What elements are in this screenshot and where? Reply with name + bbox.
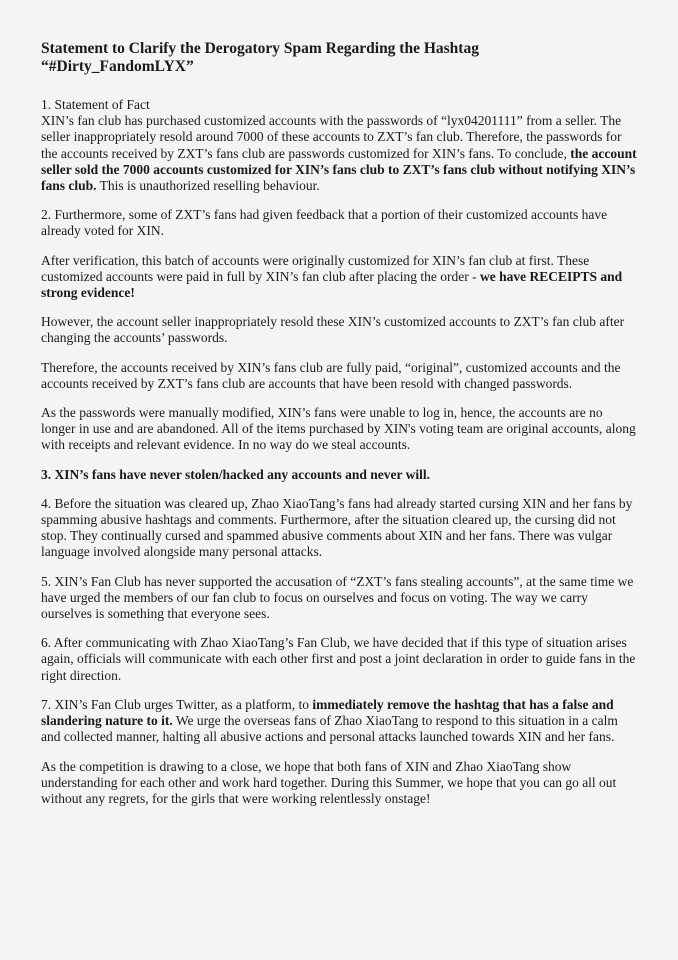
section-2: 2. Furthermore, some of ZXT’s fans had given feedback that a portion of their customized accounts have already voted for XIN. xyxy=(41,207,608,239)
verification-text: After verification, this batch of accounts were originally customized for XIN’s fan club at first. These customized accounts were paid in full by XIN’s fan club after placing the order - xyxy=(41,252,590,284)
paragraph-verification xyxy=(41,253,638,302)
section-6: 6. After communicating with Zhao XiaoTang’s Fan Club, we have decided that if this type of situation arises again, officials will communicate with each other first and post a joint declaration in order to guide fans in the right direction. xyxy=(41,635,636,683)
section-1-bold: the account seller sold the 7000 accounts customized for XIN’s fans club to ZXT’s fans club without notifying XIN’s fans club. xyxy=(41,145,637,194)
paragraph-however: However, the account seller inappropriately resold these XIN’s customized accounts to ZXT’s fan club after changing the accounts’ passwords. xyxy=(41,314,625,346)
verification-bold: we have RECEIPTS and strong evidence! xyxy=(41,268,623,301)
section-7-bold: immediately remove the hashtag that has a false and slandering nature to it. xyxy=(41,696,614,729)
section-3 xyxy=(41,467,638,483)
section-1-heading: 1. Statement of Fact xyxy=(41,97,150,112)
closing-paragraph: As the competition is drawing to a close, we hope that both fans of XIN and Zhao XiaoTang show understanding for each other and work hard together. During this Summer, we hope that you can go all out without any regrets, for the girls that were working relentlessly onstage! xyxy=(41,758,617,806)
paragraph-therefore: Therefore, the accounts received by XIN’s fans club are fully paid, “original”, customized accounts and the accounts received by ZXT’s fans club are accounts that have been resold with changed passwords. xyxy=(41,359,621,391)
section-1 xyxy=(41,97,638,194)
section-1-text-a: XIN’s fan club has purchased customized accounts with the passwords of “lyx04201111” from a seller. The seller inappropriately resold around 7000 of these accounts to ZXT’s fan club. Therefore, the passwords for the accounts received by ZXT’s fans club are passwords customized for XIN’s fans. To conclude, xyxy=(41,113,622,161)
section-5: 5. XIN’s Fan Club has never supported the accusation of “ZXT’s fans stealing accounts”, at the same time we have urged the members of our fan club to focus on ourselves and focus on voting. The way we carry ourselves is something that everyone sees. xyxy=(41,573,634,622)
document-title xyxy=(41,40,638,76)
section-3-bold: 3. XIN’s fans have never stolen/hacked any accounts and never will. xyxy=(41,466,431,482)
title-line-2: “#Dirty_FandomLYX” xyxy=(41,58,194,75)
paragraph-passwords: As the passwords were manually modified, XIN’s fans were unable to log in, hence, the accounts are no longer in use and are abandoned. All of the items purchased by XIN's voting team are original accounts, along with receipts and relevant evidence. In no way do we steal accounts. xyxy=(41,405,636,453)
section-7-text-a: 7. XIN’s Fan Club urges Twitter, as a platform, to xyxy=(41,696,313,712)
section-4: 4. Before the situation was cleared up, Zhao XiaoTang’s fans had already started cursing XIN and her fans by spamming abusive hashtags and comments. Furthermore, after the situation cleared up, the cursing did not stop. They continually cursed and spammed abusive comments about XIN and her fans. There was vulgar language involved alongside many personal attacks. xyxy=(41,495,633,560)
section-1-text-b: This is unauthorized reselling behaviour. xyxy=(96,178,320,194)
section-7-text-b: We urge the overseas fans of Zhao XiaoTang to respond to this situation in a calm and collected manner, halting all abusive actions and personal attacks launched towards XIN and her fans. xyxy=(41,713,618,745)
title-line-1: Statement to Clarify the Derogatory Spam Regarding the Hashtag xyxy=(41,40,479,57)
section-7 xyxy=(41,697,638,746)
